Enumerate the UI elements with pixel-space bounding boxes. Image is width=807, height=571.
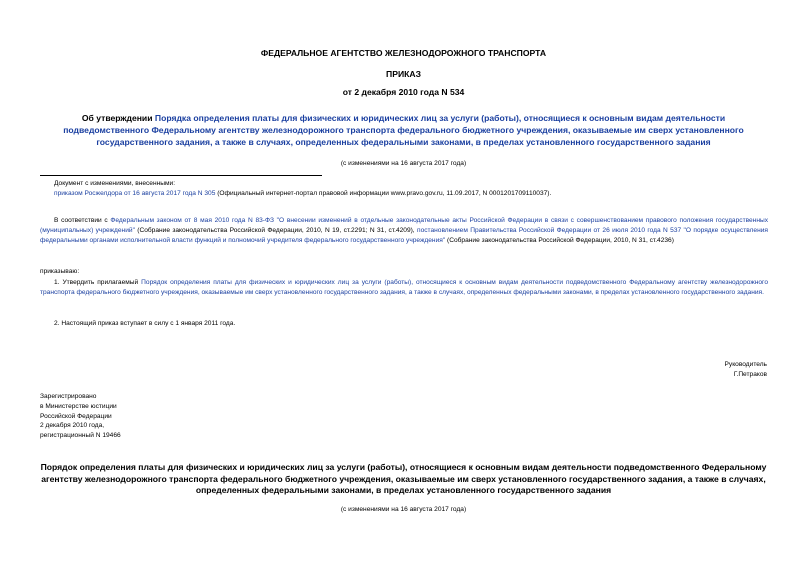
edition-note-2: (с изменениями на 16 августа 2017 года) [340, 506, 467, 513]
government-decree-link[interactable]: постановлением Правительства Российской Федерации от 26 июля 2010 года N 537 "О порядке осуществления федеральными органами исполнительной власти функций и полномочий учредителя федерального государственного учреждения" [40, 226, 768, 244]
changes-line [54, 189, 774, 199]
title-prefix: Об утверждении [81, 113, 155, 123]
document-date-number: от 2 декабря 2010 года N 534 [342, 87, 465, 97]
preamble-text-1: В соответствии с [54, 217, 111, 224]
signature-block [725, 360, 767, 380]
title-link[interactable]: Порядка определения платы для физических и юридических лиц за услуги (работы), относящиеся к основным видам деятельности подведомственного Федеральному агентству железнодорожного транспорта федерального бюджетного учреждения, оказываемые им сверх установленного государственного задания, а также в случаях, определенных федеральными законами, в пределах установленного государственного задания [63, 113, 744, 147]
order-word: приказываю: [40, 268, 80, 275]
signature-name: Г.Петраков [733, 370, 767, 378]
agency-name: ФЕДЕРАЛЬНОЕ АГЕНТСТВО ЖЕЛЕЗНОДОРОЖНОГО ТРАНСПОРТА [260, 48, 547, 58]
document-title [50, 112, 757, 148]
registration-line: Зарегистрировано [40, 393, 97, 400]
item-1-link[interactable]: Порядок определения платы для физических и юридических лиц за услуги (работы), относящиеся к основным видам деятельности подведомственного Федеральному агентству железнодорожного транспорта федерального бюджетного учреждения, оказываемые им сверх установленного государственного задания, а также в случаях, определенных федеральными законами, в пределах установленного государственного задания. [40, 279, 768, 296]
federal-law-link[interactable]: Федеральным законом от 8 мая 2010 года N 83-ФЗ "О внесении изменений в отдельные законодательные акты Российской Федерации в связи с совершенствованием правового положения государственных (муниципальных) учреждений" [40, 217, 768, 234]
changes-label: Документ с изменениями, внесенными: [54, 180, 176, 187]
registration-line: 2 декабря 2010 года, [40, 422, 105, 430]
document-type: ПРИКАЗ [386, 69, 421, 79]
signature-role: Руководитель [724, 361, 767, 368]
preamble-text-3: (Собрание законодательства Российской Федерации, 2010, N 31, ст.4236) [445, 236, 674, 244]
item-1-text: 1. Утвердить прилагаемый [54, 279, 142, 286]
preamble-text-2: (Собрание законодательства Российской Федерации, 2010, N 19, ст.2291; N 31, ст.4209), [134, 226, 417, 234]
registration-line: в Министерстве юстиции [40, 402, 117, 410]
edition-note: (с изменениями на 16 августа 2017 года) [340, 160, 467, 167]
registration-line: регистрационный N 19466 [40, 432, 121, 440]
changes-block [54, 179, 774, 198]
registration-block [40, 392, 121, 441]
changes-rest: (Официальный интернет-портал правовой информации www.pravo.gov.ru, 11.09.2017, N 0001201709110037). [215, 189, 552, 197]
registration-line: Российской Федерации [40, 412, 112, 420]
item-2: 2. Настоящий приказ вступает в силу с 1 января 2011 года. [54, 320, 236, 327]
preamble-paragraph [40, 216, 768, 245]
procedure-title: Порядок определения платы для физических и юридических лиц за услуги (работы), относящиеся к основным видам деятельности подведомственного Федеральному агентству железнодорожного транспорта федерального бюджетного учреждения, оказываемые им сверх установленного государственного задания, а также в случаях, определенных федеральными законами, в пределах установленного государственного задания [40, 462, 767, 496]
item-1 [40, 278, 768, 298]
changes-link[interactable]: приказом Росжелдора от 16 августа 2017 года N 305 [54, 189, 216, 197]
separator-line [40, 175, 322, 176]
